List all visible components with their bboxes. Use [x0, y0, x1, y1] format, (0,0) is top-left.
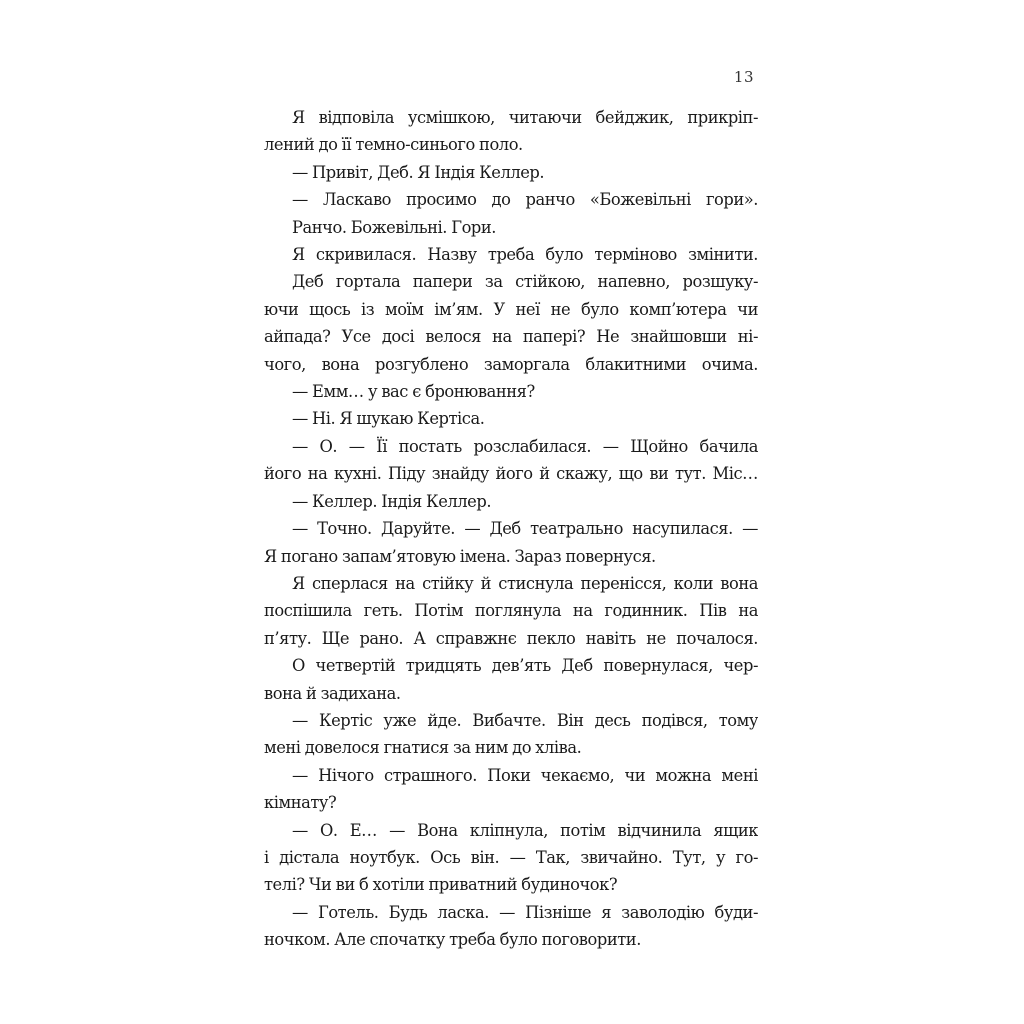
text-line: Ранчо. Божевільні. Гори.: [292, 217, 497, 237]
text-line: вона й задихана.: [264, 683, 401, 703]
text-line: ючи щось із моїм ім’ям. У неї не було комп’ютера чи: [264, 299, 758, 319]
text-line: п’яту. Ще рано. А справжнє пекло навіть не почалося.: [264, 628, 758, 648]
text-line: — Ласкаво просимо до ранчо «Божевільні гори».: [292, 190, 758, 210]
text-line: — Емм… у вас є бронювання?: [292, 382, 535, 402]
text-line: ночком. Але спочатку треба було поговорити.: [264, 930, 641, 950]
text-line: кімнату?: [264, 793, 337, 813]
text-line: телі? Чи ви б хотіли приватний будиночок?: [264, 875, 618, 895]
text-line: — Точно. Даруйте. — Деб театрально насупилася. —: [292, 519, 758, 539]
text-line: мені довелося гнатися за ним до хліва.: [264, 738, 582, 758]
text-line: Деб гортала папери за стійкою, напевно, розшуку-: [292, 272, 758, 292]
text-line: чого, вона розгублено заморгала блакитними очима.: [264, 354, 758, 374]
text-line: — Готель. Будь ласка. — Пізніше я заволодію буди-: [292, 902, 758, 922]
text-line: Я скривилася. Назву треба було терміново змінити.: [292, 245, 758, 265]
text-line: — Привіт, Деб. Я Індія Келлер.: [292, 162, 545, 182]
text-line: його на кухні. Піду знайду його й скажу, що ви тут. Міс…: [264, 464, 758, 484]
text-line: поспішила геть. Потім поглянула на годинник. Пів на: [264, 601, 758, 621]
text-line: і дістала ноутбук. Ось він. — Так, звичайно. Тут, у го-: [264, 847, 758, 867]
text-line: лений до її темно-синього поло.: [264, 135, 523, 155]
text-line: — Кертіс уже йде. Вибачте. Він десь подівся, тому: [292, 710, 758, 730]
text-line: О четвертій тридцять дев’ять Деб повернулася, чер-: [292, 656, 758, 676]
text-line: — О. Е… — Вона кліпнула, потім відчинила ящик: [292, 820, 758, 840]
text-line: — О. — Її постать розслабилася. — Щойно бачила: [292, 436, 758, 456]
page-number: 13: [733, 68, 754, 86]
text-line: — Келлер. Індія Келлер.: [292, 491, 492, 511]
text-line: — Нічого страшного. Поки чекаємо, чи можна мені: [292, 765, 758, 785]
text-line: Я відповіла усмішкою, читаючи бейджик, прикріп-: [292, 108, 758, 127]
text-line: Я погано запам’ятовую імена. Зараз повернуся.: [264, 546, 656, 566]
text-line: айпада? Усе досі велося на папері? Не знайшовши ні-: [264, 327, 758, 347]
text-line: — Ні. Я шукаю Кертіса.: [292, 409, 485, 429]
body-text: [264, 104, 758, 954]
text-line: Я сперлася на стійку й стиснула перенісся, коли вона: [292, 573, 758, 593]
